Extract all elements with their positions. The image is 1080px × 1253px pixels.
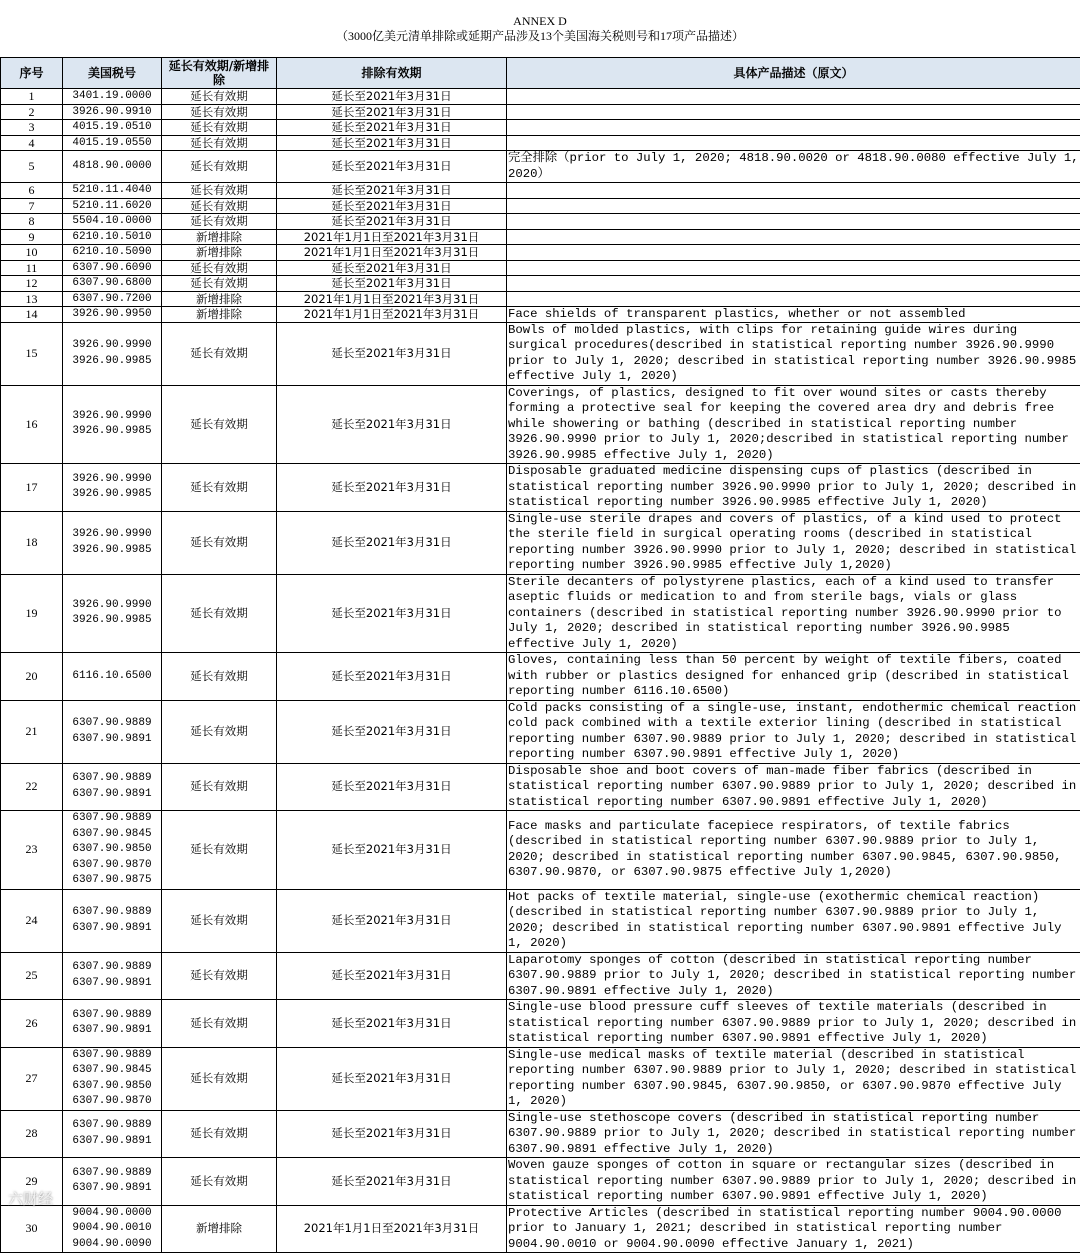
product-description — [507, 229, 1080, 245]
tariff-code: 6307.90.9889 — [65, 1166, 159, 1182]
tariff-code: 6307.90.9889 — [65, 811, 159, 827]
row-number: 5 — [1, 151, 63, 183]
product-description: Bowls of molded plastics, with clips for retaining guide wires during surgical procedures(described in statistical reporting number 3926.90.9990 prior to July 1, 2020; described in statistical reporting number 3926.90.9985 effective July 1, 2020) — [507, 322, 1080, 385]
row-number: 21 — [1, 700, 63, 763]
table-row — [1, 245, 1080, 261]
product-description: Disposable shoe and boot covers of man-made fiber fabrics (described in statistical reporting number 6307.90.9889 prior to July 1, 2020; described in statistical reporting number 6307.90.9891 effective July 1, 2020) — [507, 763, 1080, 811]
exclusion-period: 延长至2021年3月31日 — [277, 104, 507, 120]
row-number: 18 — [1, 511, 63, 574]
tariff-code: 4015.19.0550 — [65, 136, 159, 151]
row-number: 19 — [1, 574, 63, 653]
table-row — [1, 1158, 1080, 1206]
exclusion-type: 延长有效期 — [162, 1158, 277, 1206]
tariff-code: 6307.90.9889 — [65, 905, 159, 921]
tariff-code: 6307.90.9891 — [65, 732, 159, 748]
tariff-codes — [63, 322, 162, 385]
tariff-code: 6307.90.9891 — [65, 787, 159, 803]
annex-title: ANNEX D — [0, 0, 1080, 29]
row-number: 23 — [1, 811, 63, 890]
tariff-codes — [63, 198, 162, 214]
product-description: Gloves, containing less than 50 percent by weight of textile fibers, coated with rubber or plastics designed for enhanced grip (described in statistical reporting number 6116.10.6500) — [507, 653, 1080, 701]
tariff-codes — [63, 653, 162, 701]
exclusion-period: 延长至2021年3月31日 — [277, 464, 507, 512]
tariff-code: 6307.90.9870 — [65, 1094, 159, 1110]
product-description — [507, 120, 1080, 136]
exclusion-type: 延长有效期 — [162, 653, 277, 701]
tariff-codes — [63, 700, 162, 763]
table-row — [1, 574, 1080, 653]
tariff-code: 3926.90.9985 — [65, 354, 159, 370]
watermark-logo: 六财经 — [8, 1188, 53, 1209]
tariff-code: 6307.90.9891 — [65, 921, 159, 937]
row-number: 29 — [1, 1158, 63, 1206]
exclusion-type: 延长有效期 — [162, 135, 277, 151]
exclusion-type: 延长有效期 — [162, 183, 277, 199]
tariff-code: 4818.90.0000 — [65, 159, 159, 175]
product-description — [507, 276, 1080, 292]
exclusion-type: 延长有效期 — [162, 1110, 277, 1158]
table-row — [1, 1000, 1080, 1048]
tariff-codes — [63, 1110, 162, 1158]
exclusion-period: 延长至2021年3月31日 — [277, 700, 507, 763]
product-description — [507, 89, 1080, 105]
tariff-code: 6307.90.9889 — [65, 960, 159, 976]
product-description: Single-use medical masks of textile material (described in statistical reporting number 6307.90.9889 prior to July 1, 2020; described in statistical reporting number 6307.90.9845, 6307.90.9850, or 6307.90.9870 effective July 1, 2020) — [507, 1047, 1080, 1110]
exclusion-type: 延长有效期 — [162, 120, 277, 136]
tariff-code: 3926.90.9985 — [65, 487, 159, 503]
exclusion-type: 延长有效期 — [162, 198, 277, 214]
tariff-codes — [63, 260, 162, 276]
exclusion-type: 延长有效期 — [162, 811, 277, 890]
exclusion-period: 延长至2021年3月31日 — [277, 763, 507, 811]
exclusion-type: 新增排除 — [162, 1205, 277, 1253]
tariff-code: 6307.90.6090 — [65, 261, 159, 276]
tariff-codes — [63, 291, 162, 307]
tariff-code: 9004.90.0010 — [65, 1221, 159, 1237]
exclusion-type: 延长有效期 — [162, 574, 277, 653]
exclusion-type: 新增排除 — [162, 229, 277, 245]
tariff-code: 5210.11.6020 — [65, 199, 159, 214]
tariff-code: 3926.90.9990 — [65, 527, 159, 543]
tariff-codes — [63, 1047, 162, 1110]
row-number: 12 — [1, 276, 63, 292]
row-number: 22 — [1, 763, 63, 811]
exclusion-type: 延长有效期 — [162, 276, 277, 292]
table-row — [1, 700, 1080, 763]
row-number: 1 — [1, 89, 63, 105]
table-header-row — [1, 58, 1080, 89]
table-row — [1, 1047, 1080, 1110]
row-number: 3 — [1, 120, 63, 136]
product-description — [507, 291, 1080, 307]
tariff-code: 6307.90.9891 — [65, 976, 159, 992]
row-number: 20 — [1, 653, 63, 701]
product-description: Disposable graduated medicine dispensing cups of plastics (described in statistical reporting number 3926.90.9990 prior to July 1, 2020; described in statistical reporting number 3926.90.9985 effective July 1, 2020) — [507, 464, 1080, 512]
exclusion-type: 新增排除 — [162, 245, 277, 261]
exclusion-period: 延长至2021年3月31日 — [277, 214, 507, 230]
table-row — [1, 307, 1080, 323]
tariff-code: 3926.90.9990 — [65, 472, 159, 488]
exclusion-type: 新增排除 — [162, 307, 277, 323]
tariff-code: 6210.10.5010 — [65, 230, 159, 245]
table-row — [1, 135, 1080, 151]
tariff-code: 6307.90.9891 — [65, 1181, 159, 1197]
tariff-code: 6307.90.9870 — [65, 858, 159, 874]
product-description: 完全排除（prior to July 1, 2020; 4818.90.0020 or 4818.90.0080 effective July 1, 2020） — [507, 151, 1080, 183]
tariff-code: 6307.90.9875 — [65, 873, 159, 889]
exclusion-period: 延长至2021年3月31日 — [277, 151, 507, 183]
row-number: 7 — [1, 198, 63, 214]
tariff-codes — [63, 229, 162, 245]
tariff-code: 3926.90.9990 — [65, 598, 159, 614]
table-row — [1, 763, 1080, 811]
exclusion-period: 延长至2021年3月31日 — [277, 183, 507, 199]
exclusion-type: 延长有效期 — [162, 89, 277, 105]
product-description — [507, 104, 1080, 120]
exclusion-type: 延长有效期 — [162, 1047, 277, 1110]
exclusion-period: 延长至2021年3月31日 — [277, 1158, 507, 1206]
exclusion-period: 延长至2021年3月31日 — [277, 574, 507, 653]
exclusion-type: 延长有效期 — [162, 260, 277, 276]
table-row — [1, 183, 1080, 199]
tariff-codes — [63, 385, 162, 464]
exclusion-period: 延长至2021年3月31日 — [277, 952, 507, 1000]
tariff-codes — [63, 574, 162, 653]
exclusion-type: 新增排除 — [162, 291, 277, 307]
exclusion-type: 延长有效期 — [162, 952, 277, 1000]
tariff-code: 3926.90.9910 — [65, 105, 159, 120]
exclusion-type: 延长有效期 — [162, 700, 277, 763]
row-number: 10 — [1, 245, 63, 261]
tariff-code: 6307.90.9889 — [65, 771, 159, 787]
table-row — [1, 89, 1080, 105]
exclusion-type: 延长有效期 — [162, 322, 277, 385]
exclusion-type: 延长有效期 — [162, 1000, 277, 1048]
row-number: 15 — [1, 322, 63, 385]
product-description — [507, 214, 1080, 230]
product-description — [507, 245, 1080, 261]
tariff-code: 6307.90.9850 — [65, 842, 159, 858]
row-number: 16 — [1, 385, 63, 464]
tariff-codes — [63, 1205, 162, 1253]
table-row — [1, 1110, 1080, 1158]
exclusion-period: 延长至2021年3月31日 — [277, 322, 507, 385]
tariff-codes — [63, 104, 162, 120]
product-description: Face masks and particulate facepiece respirators, of textile fabrics (described in statistical reporting number 6307.90.9889 prior to July 1, 2020; described in statistical reporting number 6307.90.9845, 6307.90.9850, 6307.90.9870, or 6307.90.9875 effective July 1,2020) — [507, 811, 1080, 890]
product-description — [507, 135, 1080, 151]
row-number: 2 — [1, 104, 63, 120]
exclusion-period: 延长至2021年3月31日 — [277, 276, 507, 292]
table-row — [1, 511, 1080, 574]
exclusion-period: 延长至2021年3月31日 — [277, 198, 507, 214]
product-description: Woven gauze sponges of cotton in square or rectangular sizes (described in statistical reporting number 6307.90.9889 prior to July 1, 2020; described in statistical reporting number 6307.90.9891 effective July 1, 2020) — [507, 1158, 1080, 1206]
exclusion-type: 延长有效期 — [162, 104, 277, 120]
tariff-codes — [63, 1158, 162, 1206]
exclusion-period: 延长至2021年3月31日 — [277, 89, 507, 105]
tariff-codes — [63, 151, 162, 183]
tariff-code: 5504.10.0000 — [65, 214, 159, 229]
tariff-code: 3926.90.9985 — [65, 424, 159, 440]
tariff-code: 3926.90.9990 — [65, 338, 159, 354]
product-description: Face shields of transparent plastics, whether or not assembled — [507, 307, 1080, 323]
row-number: 24 — [1, 889, 63, 952]
product-description: Protective Articles (described in statistical reporting number 9004.90.0000 prior to January 1, 2021; described in statistical reporting number 9004.90.0010 or 9004.90.0090 effective January 1, 2021) — [507, 1205, 1080, 1253]
tariff-codes — [63, 276, 162, 292]
tariff-code: 9004.90.0090 — [65, 1237, 159, 1253]
tariff-code: 3401.19.0000 — [65, 89, 159, 104]
product-description — [507, 198, 1080, 214]
table-body — [1, 89, 1080, 1253]
table-row — [1, 952, 1080, 1000]
header-type: 延长有效期/新增排除 — [162, 58, 277, 89]
tariff-codes — [63, 511, 162, 574]
tariff-codes — [63, 464, 162, 512]
table-row — [1, 104, 1080, 120]
product-description: Sterile decanters of polystyrene plastics, each of a kind used to transfer aseptic fluids or medication to and from sterile bags, vials or glass containers (described in statistical reporting number 3926.90.9990 prior to July 1, 2020; described in statistical reporting number 3926.90.9985 effective July 1, 2020) — [507, 574, 1080, 653]
exclusion-type: 延长有效期 — [162, 214, 277, 230]
tariff-code: 3926.90.9985 — [65, 613, 159, 629]
exclusion-period: 延长至2021年3月31日 — [277, 811, 507, 890]
exclusion-type: 延长有效期 — [162, 511, 277, 574]
product-description: Cold packs consisting of a single-use, instant, endothermic chemical reaction cold pack combined with a textile exterior lining (described in statistical reporting number 6307.90.9889 prior to July 1, 2020; described in statistical reporting number 6307.90.9891 effective July 1, 2020) — [507, 700, 1080, 763]
tariff-code: 6210.10.5090 — [65, 245, 159, 260]
exclusion-period: 延长至2021年3月31日 — [277, 1110, 507, 1158]
row-number: 13 — [1, 291, 63, 307]
exclusion-period: 延长至2021年3月31日 — [277, 511, 507, 574]
tariff-codes — [63, 245, 162, 261]
product-description: Single-use stethoscope covers (described in statistical reporting number 6307.90.9889 prior to July 1, 2020; described in statistical reporting number 6307.90.9891 effective July 1, 2020) — [507, 1110, 1080, 1158]
exclusion-type: 延长有效期 — [162, 385, 277, 464]
exclusion-period: 延长至2021年3月31日 — [277, 889, 507, 952]
tariff-code: 6307.90.9891 — [65, 1023, 159, 1039]
exclusion-period: 2021年1月1日至2021年3月31日 — [277, 229, 507, 245]
table-row — [1, 322, 1080, 385]
row-number: 30 — [1, 1205, 63, 1253]
annex-subtitle: （3000亿美元清单排除或延期产品涉及13个美国海关税则号和17项产品描述） — [0, 29, 1080, 44]
tariff-code: 3926.90.9950 — [65, 307, 159, 322]
header-period: 排除有效期 — [277, 58, 507, 89]
tariff-code: 6307.90.9845 — [65, 1063, 159, 1079]
tariff-code: 9004.90.0000 — [65, 1206, 159, 1222]
table-row — [1, 276, 1080, 292]
table-row — [1, 811, 1080, 890]
tariff-exclusion-table — [0, 57, 1080, 1253]
exclusion-period: 延长至2021年3月31日 — [277, 653, 507, 701]
tariff-codes — [63, 120, 162, 136]
product-description — [507, 183, 1080, 199]
row-number: 14 — [1, 307, 63, 323]
exclusion-type: 延长有效期 — [162, 763, 277, 811]
table-row — [1, 464, 1080, 512]
row-number: 8 — [1, 214, 63, 230]
row-number: 11 — [1, 260, 63, 276]
row-number: 17 — [1, 464, 63, 512]
product-description: Single-use blood pressure cuff sleeves of textile materials (described in statistical reporting number 6307.90.9889 prior to July 1, 2020; described in statistical reporting number 6307.90.9891 effective July 1, 2020) — [507, 1000, 1080, 1048]
row-number: 9 — [1, 229, 63, 245]
exclusion-type: 延长有效期 — [162, 464, 277, 512]
exclusion-period: 2021年1月1日至2021年3月31日 — [277, 307, 507, 323]
row-number: 28 — [1, 1110, 63, 1158]
exclusion-period: 2021年1月1日至2021年3月31日 — [277, 1205, 507, 1253]
table-row — [1, 260, 1080, 276]
row-number: 4 — [1, 135, 63, 151]
tariff-code: 3926.90.9985 — [65, 543, 159, 559]
table-row — [1, 120, 1080, 136]
tariff-code: 6307.90.9850 — [65, 1079, 159, 1095]
tariff-codes — [63, 89, 162, 105]
tariff-code: 6307.90.9845 — [65, 827, 159, 843]
tariff-codes — [63, 1000, 162, 1048]
tariff-codes — [63, 307, 162, 323]
header-us-code: 美国税号 — [63, 58, 162, 89]
exclusion-type: 延长有效期 — [162, 889, 277, 952]
exclusion-period: 延长至2021年3月31日 — [277, 260, 507, 276]
table-row — [1, 229, 1080, 245]
exclusion-period: 2021年1月1日至2021年3月31日 — [277, 291, 507, 307]
table-row — [1, 214, 1080, 230]
header-description: 具体产品描述（原文） — [507, 58, 1080, 89]
product-description: Laparotomy sponges of cotton (described in statistical reporting number 6307.90.9889 prior to July 1, 2020; described in statistical reporting number 6307.90.9891 effective July 1, 2020) — [507, 952, 1080, 1000]
exclusion-period: 延长至2021年3月31日 — [277, 1000, 507, 1048]
row-number: 6 — [1, 183, 63, 199]
tariff-code: 6307.90.9889 — [65, 1008, 159, 1024]
exclusion-type: 延长有效期 — [162, 151, 277, 183]
exclusion-period: 2021年1月1日至2021年3月31日 — [277, 245, 507, 261]
tariff-codes — [63, 214, 162, 230]
tariff-codes — [63, 183, 162, 199]
tariff-code: 6116.10.6500 — [65, 669, 159, 685]
product-description: Hot packs of textile material, single-use (exothermic chemical reaction) (described in statistical reporting number 6307.90.9889 prior to July 1, 2020; described in statistical reporting number 6307.90.9891 effective July 1, 2020) — [507, 889, 1080, 952]
exclusion-period: 延长至2021年3月31日 — [277, 135, 507, 151]
row-number: 26 — [1, 1000, 63, 1048]
table-row — [1, 291, 1080, 307]
tariff-code: 5210.11.4040 — [65, 183, 159, 198]
tariff-codes — [63, 952, 162, 1000]
annex-caption — [0, 0, 1080, 57]
tariff-codes — [63, 889, 162, 952]
product-description — [507, 260, 1080, 276]
product-description: Single-use sterile drapes and covers of plastics, of a kind used to protect the sterile field in surgical operating rooms (described in statistical reporting number 3926.90.9990 prior to July 1, 2020; described in statistical reporting number 3926.90.9985 effective July 1,2020) — [507, 511, 1080, 574]
tariff-codes — [63, 763, 162, 811]
tariff-code: 6307.90.9889 — [65, 1118, 159, 1134]
product-description: Coverings, of plastics, designed to fit over wound sites or casts thereby forming a protective seal for keeping the covered area dry and debris free while showering or bathing (described in statistical reporting number 3926.90.9990 prior to July 1, 2020;described in statistical reporting number 3926.90.9985 effective July 1, 2020) — [507, 385, 1080, 464]
row-number: 25 — [1, 952, 63, 1000]
exclusion-period: 延长至2021年3月31日 — [277, 120, 507, 136]
table-row — [1, 653, 1080, 701]
table-row — [1, 889, 1080, 952]
exclusion-period: 延长至2021年3月31日 — [277, 1047, 507, 1110]
tariff-code: 6307.90.6800 — [65, 276, 159, 291]
table-row — [1, 151, 1080, 183]
row-number: 27 — [1, 1047, 63, 1110]
table-row — [1, 198, 1080, 214]
tariff-codes — [63, 811, 162, 890]
tariff-codes — [63, 135, 162, 151]
table-row — [1, 1205, 1080, 1253]
tariff-code: 6307.90.7200 — [65, 292, 159, 307]
tariff-code: 4015.19.0510 — [65, 120, 159, 135]
table-row — [1, 385, 1080, 464]
tariff-code: 6307.90.9891 — [65, 1134, 159, 1150]
exclusion-period: 延长至2021年3月31日 — [277, 385, 507, 464]
tariff-code: 3926.90.9990 — [65, 409, 159, 425]
tariff-code: 6307.90.9889 — [65, 1048, 159, 1064]
header-no: 序号 — [1, 58, 63, 89]
tariff-code: 6307.90.9889 — [65, 716, 159, 732]
